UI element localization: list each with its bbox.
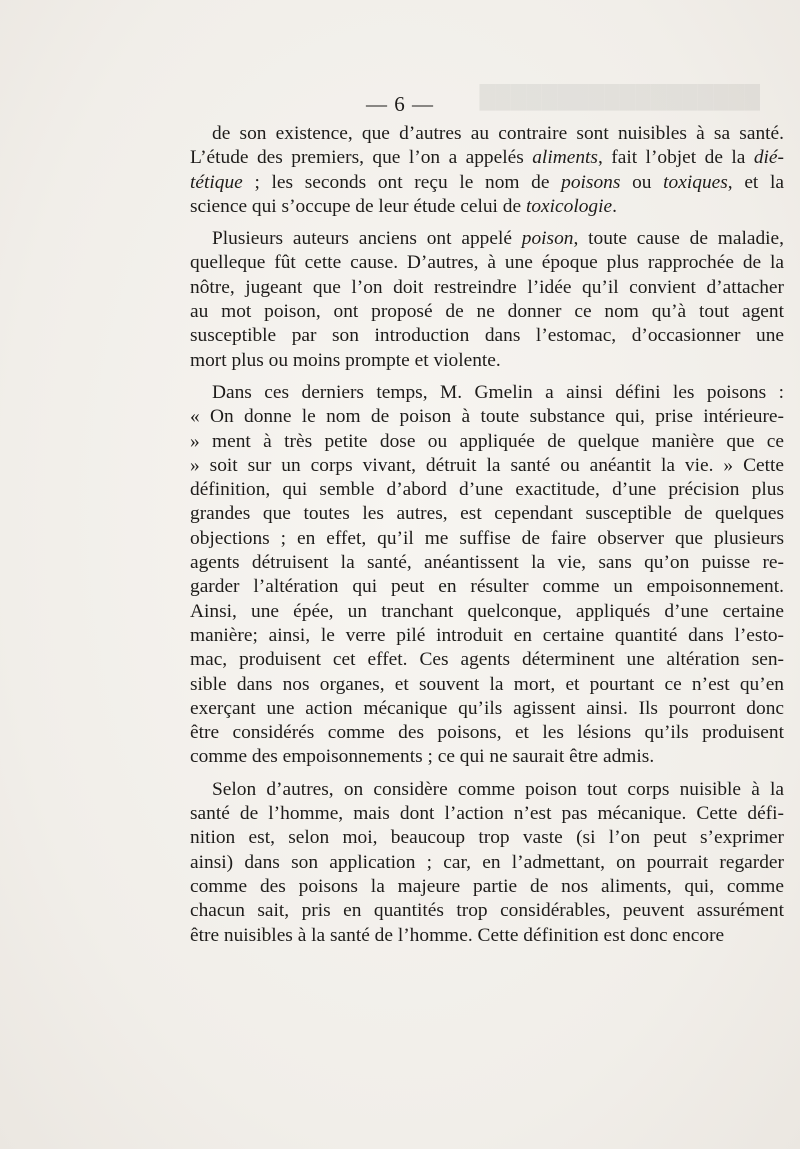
paragraph-gap [190,770,784,778]
text-segment: Ainsi, une épée, un tranchant quelconque, appliqués d’une certaine [190,600,784,622]
italic-term: toxicologie [525,195,613,217]
text-segment: , et la [727,171,784,193]
text-segment: nôtre, jugeant que l’on doit restreindre l’idée qu’il convient d’attacher [190,276,784,298]
text-line [190,227,784,251]
text-line [190,851,784,875]
paragraph [190,381,784,770]
text-segment: nition est, selon moi, beaucoup trop vaste (si l’on peut s’exprimer [190,827,784,849]
text-segment: mac, produisent cet effet. Ces agents déterminent une altération sen- [190,649,784,671]
text-line [190,551,784,575]
text-line [190,349,784,373]
text-segment: , toute cause de maladie, [573,228,785,250]
text-segment: ou [620,171,664,193]
text-segment: Dans ces derniers temps, M. Gmelin a ainsi défini les poisons : [212,381,784,403]
text-segment: grandes que toutes les autres, est cependant susceptible de quelques [190,503,784,525]
text-line [190,171,784,195]
paragraph [190,122,784,219]
text-line [190,624,784,648]
body-text [190,122,784,948]
text-segment: L’étude des premiers, que l’on a appelés [190,147,533,169]
text-segment: manière; ainsi, le verre pilé introduit en certaine quantité dans l’esto- [190,624,784,646]
text-segment: objections ; en effet, qu’il me suffise de faire observer que plusieurs [190,527,784,549]
text-segment: ; les seconds ont reçu le nom de [242,171,562,193]
text-line [190,324,784,348]
italic-term: tétique [190,171,243,193]
text-line [190,745,784,769]
text-line [190,721,784,745]
text-line [190,924,784,948]
text-segment: au mot poison, ont proposé de ne donner ce nom qu’à tout agent [190,301,784,323]
text-segment: être considérés comme des poisons, et les lésions qu’ils produisent [190,722,784,744]
text-line [190,405,784,429]
text-line [190,697,784,721]
text-segment: chacun sait, pris en quantités trop considérables, peuvent assurément [190,900,784,922]
page-number: — 6 — [366,92,434,116]
text-line [190,899,784,923]
text-line [190,875,784,899]
text-segment: , fait l’objet de la [597,147,754,169]
text-segment: « On donne le nom de poison à toute substance qui, prise intérieure- [190,406,784,428]
text-segment: santé de l’homme, mais dont l’action n’est pas mécanique. Cette défi- [190,803,784,825]
text-segment: comme des empoisonnements ; ce qui ne saurait être admis. [190,746,655,768]
text-segment: susceptible par son introduction dans l’estomac, d’occasionner une [190,325,784,347]
text-line [190,802,784,826]
text-segment: agents détruisent la santé, anéantissent la vie, sans qu’on puisse re- [190,552,784,574]
text-line [190,454,784,478]
italic-term: toxiques [663,171,728,193]
text-segment: garder l’altération qui peut en résulter comme un empoisonnement. [190,576,784,598]
text-segment: mort plus ou moins prompte et violente. [190,349,501,371]
paragraph [190,778,784,948]
italic-term: poison [521,228,574,250]
text-line [190,381,784,405]
text-segment: sible dans nos organes, et souvent la mort, et pourtant ce n’est qu’en [190,673,784,695]
text-segment: Selon d’autres, on considère comme poison tout corps nuisible à la [212,778,784,800]
text-line [190,527,784,551]
paragraph-gap [190,373,784,381]
text-line [190,122,784,146]
text-segment: » ment à très petite dose ou appliquée de quelque manière que ce [190,430,784,452]
text-line [190,276,784,300]
italic-term: poisons [561,171,621,193]
text-line [190,478,784,502]
text-line [190,195,784,219]
text-line [190,648,784,672]
paragraph-gap [190,219,784,227]
text-line [190,600,784,624]
italic-term: aliments [532,147,598,169]
text-line [190,300,784,324]
text-line [190,778,784,802]
text-segment: ainsi) dans son application ; car, en l’admettant, on pourrait regarder [190,851,784,873]
text-segment: exerçant une action mécanique qu’ils agissent ainsi. Ils pourront donc [190,697,784,719]
text-segment: . [612,195,617,217]
italic-term: dié- [753,147,784,169]
text-segment: définition, qui semble d’abord d’une exactitude, d’une précision plus [190,479,784,501]
text-segment: quelleque fût cette cause. D’autres, à une époque plus rapprochée de la [190,252,784,274]
text-line [190,502,784,526]
bleed-through-texture: ██████████████████ [479,84,760,109]
text-line [190,146,784,170]
text-line [190,251,784,275]
text-segment: de son existence, que d’autres au contraire sont nuisibles à sa santé. [212,123,784,144]
text-line [190,826,784,850]
text-segment: Plusieurs auteurs anciens ont appelé [212,228,522,250]
text-line [190,673,784,697]
text-line [190,430,784,454]
text-segment: comme des poisons la majeure partie de nos aliments, qui, comme [190,875,784,897]
text-segment: » soit sur un corps vivant, détruit la santé ou anéantit la vie. » Cette [190,454,784,476]
paragraph [190,227,784,373]
text-segment: être nuisibles à la santé de l’homme. Cette définition est donc encore [190,924,725,946]
text-segment: science qui s’occupe de leur étude celui de [190,195,526,217]
text-line [190,575,784,599]
